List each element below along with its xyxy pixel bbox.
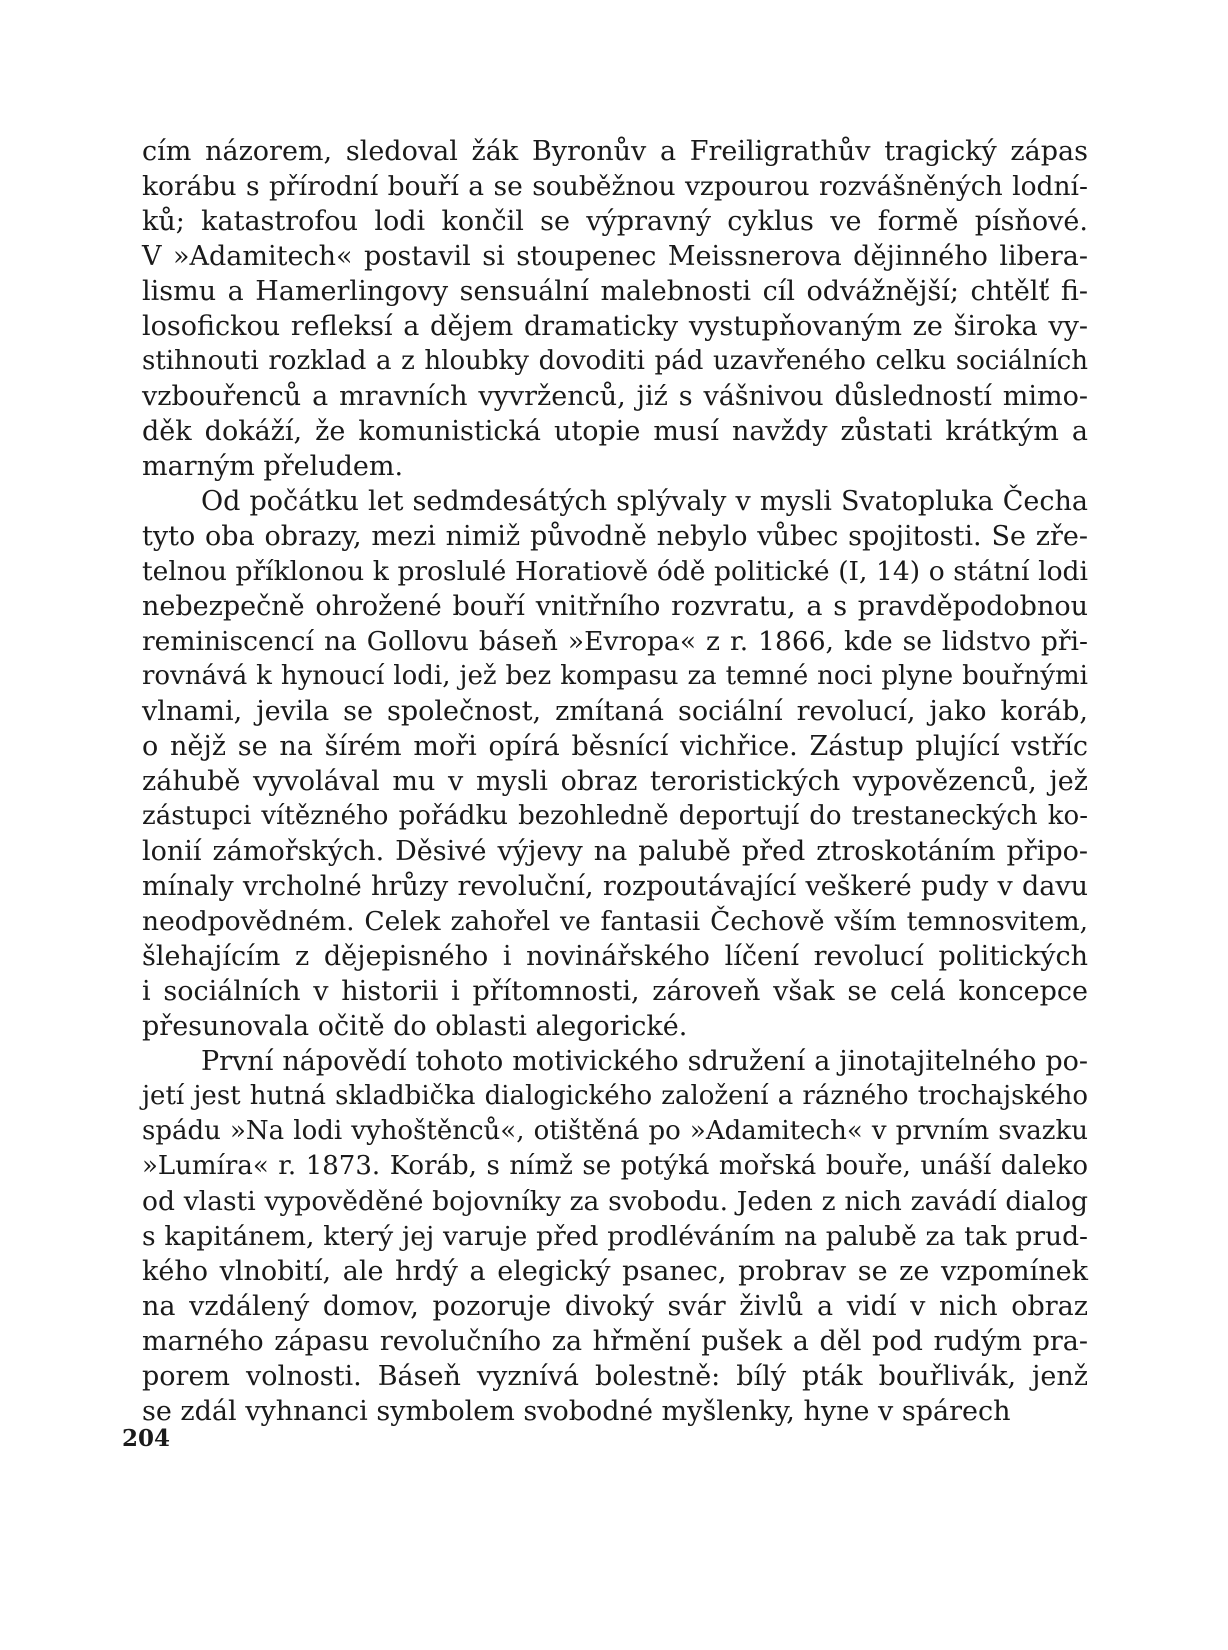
text-line: přesunovala očitě do oblasti alegorické. xyxy=(142,1011,688,1042)
text-line: spádu »Na lodi vyhoštěnců«, otištěná po »Adamitech« v prvním svazku xyxy=(142,1116,1088,1146)
text-line: o nějž se na šírém moři opírá běsnící vichřice. Zástup plující vstříc xyxy=(142,731,1088,762)
text-line: »Lumíra« r. 1873. Koráb, s nímž se potýká mořská bouře, unáší daleko xyxy=(142,1151,1088,1181)
text-line: šlehajícím z dějepisného i novinářského líčení revolucí politických xyxy=(142,941,1088,972)
text-line: neodpovědném. Celek zahořel ve fantasii Čechově vším temnosvitem, xyxy=(142,906,1088,937)
text-line: lismu a Hamerlingovy sensuální malebnosti cíl odvážnější; chtělť fi- xyxy=(142,276,1088,307)
text-line: mínaly vrcholné hrůzy revoluční, rozpoutávající veškeré pudy v davu xyxy=(142,871,1088,902)
text-line: stihnouti rozklad a z hloubky dovoditi pád uzavřeného celku sociálních xyxy=(142,346,1088,376)
text-line: Od počátku let sedmdesátých splývaly v mysli Svatopluka Čecha xyxy=(201,486,1088,517)
text-line: ků; katastrofou lodi končil se výpravný cyklus ve formě písňové. xyxy=(142,206,1088,237)
text-line: kého vlnobití, ale hrdý a elegický psanec, probrav se ze vzpomínek xyxy=(142,1256,1088,1287)
text-line: nebezpečně ohrožené bouří vnitřního rozvratu, a s pravděpodobnou xyxy=(142,591,1088,622)
text-line: s kapitánem, který jej varuje před prodléváním na palubě za tak prud- xyxy=(142,1221,1088,1252)
text-line: zástupci vítězného pořádku bezohledně deportují do trestaneckých ko- xyxy=(142,801,1088,831)
text-line: na vzdálený domov, pozoruje divoký svár živlů a vidí v nich obraz xyxy=(142,1291,1088,1322)
text-line: marným přeludem. xyxy=(142,451,404,482)
body-text xyxy=(142,134,1088,1429)
text-line: děk dokáží, že komunistická utopie musí navždy zůstati krátkým a xyxy=(142,416,1088,447)
text-line: jetí jest hutná skladbička dialogického založení a rázného trochajského xyxy=(142,1081,1088,1111)
text-line: záhubě vyvolával mu v mysli obraz teroristických vypovězenců, jež xyxy=(142,766,1088,797)
paragraph xyxy=(142,1044,1088,1429)
text-line: korábu s přírodní bouří a se souběžnou vzpourou rozvášněných lodní- xyxy=(142,171,1088,202)
text-line: porem volnosti. Báseň vyznívá bolestně: bílý pták bouřlivák, jenž xyxy=(142,1361,1088,1392)
page-number: 204 xyxy=(122,1425,171,1452)
paragraph xyxy=(142,134,1088,484)
text-line: vzbouřenců a mravních vyvrženců, jiź s vášnivou důsledností mimo- xyxy=(142,381,1088,412)
text-line: i sociálních v historii i přítomnosti, zároveň však se celá koncepce xyxy=(142,976,1088,1007)
text-line: V »Adamitech« postavil si stoupenec Meissnerova dějinného libera- xyxy=(142,241,1088,272)
text-line: lonií zámořských. Děsivé výjevy na palubě před ztroskotáním připo- xyxy=(142,836,1088,867)
text-line: cím názorem, sledoval žák Byronův a Freiligrathův tragický zápas xyxy=(142,136,1088,167)
text-line: losofickou refleksí a dějem dramaticky vystupňovaným ze široka vy- xyxy=(142,311,1088,342)
text-line: se zdál vyhnanci symbolem svobodné myšlenky, hyne v spárech xyxy=(142,1396,1011,1427)
text-line: vlnami, jevila se společnost, zmítaná sociální revolucí, jako koráb, xyxy=(142,696,1088,727)
text-line: První nápovědí tohoto motivického sdružení a jinotajitelného po- xyxy=(201,1046,1088,1077)
text-line: marného zápasu revolučního za hřmění pušek a děl pod rudým pra- xyxy=(142,1326,1088,1357)
text-line: rovnává k hynoucí lodi, jež bez kompasu za temné noci plyne bouřnými xyxy=(142,661,1088,691)
text-line: telnou příklonou k proslulé Horatiově ódě politické (I, 14) o státní lodi xyxy=(142,556,1088,587)
text-line: reminiscencí na Gollovu báseň »Evropa« z r. 1866, kde se lidstvo při- xyxy=(142,626,1088,657)
text-line: tyto oba obrazy, mezi nimiž původně nebylo vůbec spojitosti. Se zře- xyxy=(142,521,1088,552)
text-line: od vlasti vypověděné bojovníky za svobodu. Jeden z nich zavádí dialog xyxy=(142,1186,1088,1217)
paragraph xyxy=(142,484,1088,1044)
